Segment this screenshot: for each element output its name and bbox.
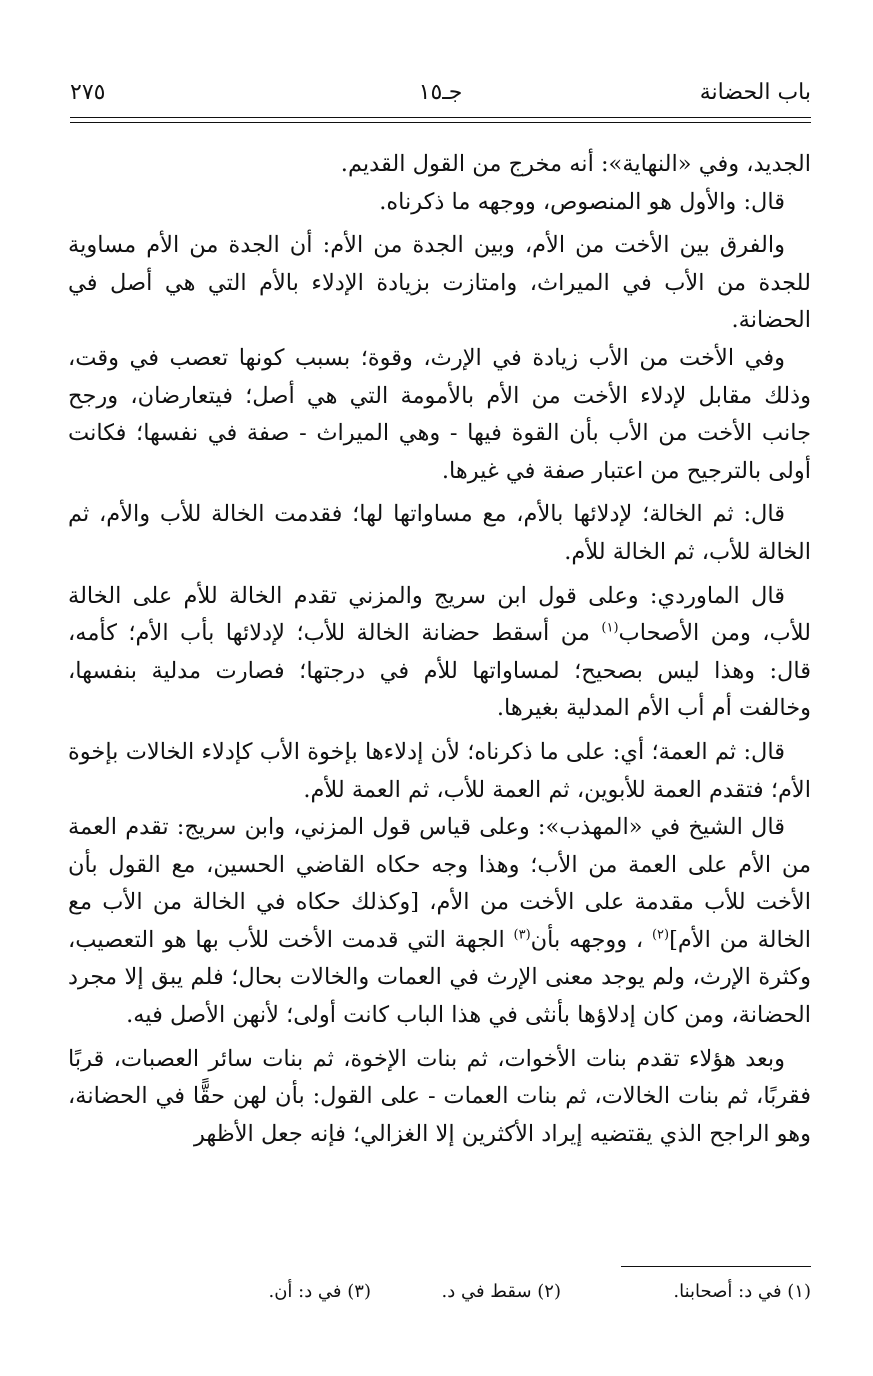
footnote-1: (١) في د: أصحابنا.: [673, 1281, 811, 1302]
paragraph-text: الجهة التي قدمت الأخت للأب بها هو التعصيب، وكثرة الإرث، ولم يوجد معنى الإرث في العمات والخالات بحال؛ فلم يبق إلا مجرد الحضانة، ومن كان إدلاؤها بأنثى في هذا الباب كانت أولى؛ لأنهن الأصل فيه.: [68, 926, 811, 1029]
paragraph: قال: ثم الخالة؛ لإدلائها بالأم، مع مساواتها لها؛ فقدمت الخالة للأب والأم، ثم الخالة للأب، ثم الخالة للأم.: [68, 501, 811, 565]
paragraph-text: قال الماوردي: وعلى قول ابن سريج والمزني تقدم الخالة للأم على الخالة للأب، ومن الأصحاب: [68, 582, 811, 647]
main-text: [68, 146, 811, 1153]
footnotes: [70, 1278, 811, 1306]
paragraph-text: من أسقط حضانة الخالة للأب؛ لإدلائها بأب الأم؛ كأمه، قال: وهذا ليس بصحيح؛ لمساواتها للأم في درجتها؛ فصارت مدلية بنفسها، وخالفت أم أب الأم المدلية بغيرها.: [68, 620, 811, 722]
paragraph-text: ، ووجهه بأن: [530, 926, 652, 953]
page-header: [70, 72, 811, 116]
header-rule-top: [70, 117, 811, 118]
footnote-separator: [621, 1266, 811, 1267]
footnote-ref: (١): [601, 620, 619, 636]
paragraph-text: قال الشيخ في «المهذب»: وعلى قياس قول المزني، وابن سريج: تقدم العمة من الأم على العمة من الأب؛ وهذا وجه حكاه القاضي الحسين، مع القول بأن الأخت للأب مقدمة على الأخت من الأم، [وكذلك حكاه في الخالة من الأب مع الخالة من الأم]: [68, 814, 812, 953]
header-rule-bottom: [70, 122, 811, 123]
paragraph: الجديد، وفي «النهاية»: أنه مخرج من القول القديم.: [340, 151, 811, 177]
footnote-ref: (٢): [651, 927, 670, 943]
paragraph: والفرق بين الأخت من الأم، وبين الجدة من الأم: أن الجدة من الأم مساوية للجدة من الأب في الميراث، وامتازت بزيادة الإدلاء بالأم التي هي أصل في الحضانة.: [68, 232, 811, 334]
chapter-title: باب الحضانة: [699, 80, 811, 105]
paragraph: [68, 578, 811, 728]
paragraph: وفي الأخت من الأب زيادة في الإرث، وقوة؛ بسبب كونها تعصب في وقت، وذلك مقابل لإدلاء الأخت من الأم بالأمومة التي هي أصل؛ فيتعارضان، ورجح جانب الأخت من الأب بأن القوة فيها - وهي الميراث - صفة في نفسها؛ فكانت أولى بالترجيح من اعتبار صفة في غيرها.: [68, 344, 811, 484]
paragraph: [68, 809, 811, 1035]
paragraph: قال: والأول هو المنصوص، ووجهه ما ذكرناه.: [379, 188, 785, 215]
paragraph: قال: ثم العمة؛ أي: على ما ذكرناه؛ لأن إدلاءها بإخوة الأب كإدلاء الخالات بإخوة الأم؛ فتقدم العمة للأبوين، ثم العمة للأب، ثم العمة للأم.: [68, 738, 811, 803]
footnote-2: (٢) سقط في د.: [441, 1281, 561, 1302]
page-number: ٢٧٥: [70, 80, 106, 105]
footnote-ref: (٣): [513, 927, 531, 943]
footnote-3: (٣) في د: أن.: [268, 1281, 371, 1302]
volume-label: جـ١٥: [418, 80, 463, 105]
paragraph: وبعد هؤلاء تقدم بنات الأخوات، ثم بنات الإخوة، ثم بنات سائر العصبات، قربًا فقربًا، ثم بنات الخالات، ثم بنات العمات - على القول: بأن لهن حقًّا في الحضانة، وهو الراجح الذي يقتضيه إيراد الأكثرين إلا الغزالي؛ فإنه جعل الأظهر: [68, 1045, 811, 1147]
